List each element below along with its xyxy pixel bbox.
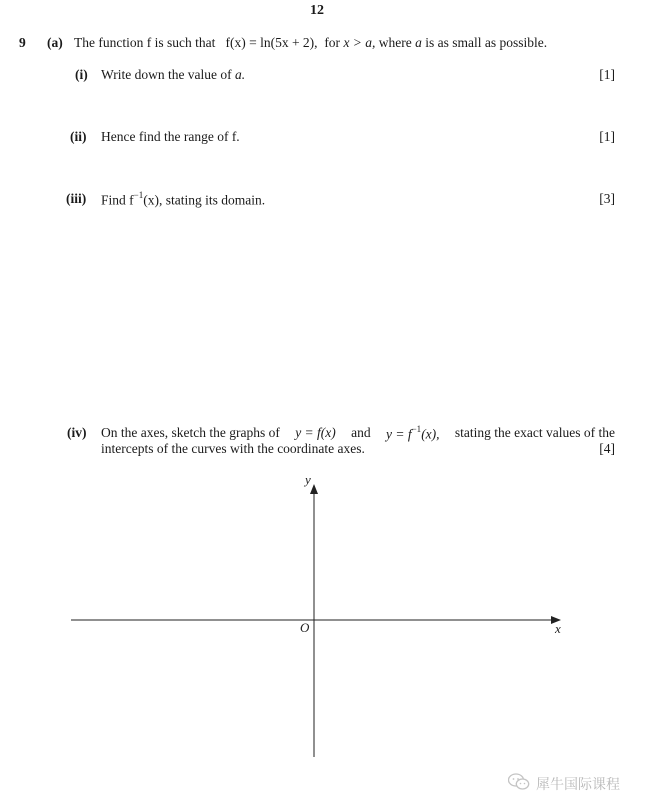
- intro-text-2: where: [378, 35, 412, 50]
- marks-iii: [3]: [599, 191, 615, 206]
- intro-text-1: The function f is such that: [74, 35, 216, 50]
- marks-i: [1]: [599, 67, 615, 82]
- marks-iv: [4]: [599, 441, 615, 456]
- watermark: [508, 773, 620, 795]
- marks-ii: [1]: [599, 129, 615, 144]
- subpart-label-i: (i): [75, 67, 88, 82]
- page-number: 12: [310, 3, 324, 18]
- iv-eq2-pre: y = f: [386, 426, 412, 442]
- inverse-superscript: −1: [133, 190, 144, 200]
- subpart-label-iii: (iii): [66, 191, 87, 206]
- y-axis-label: y: [305, 472, 311, 487]
- iv-line1-b: stating the exact values of the: [454, 425, 615, 440]
- wechat-icon: [508, 773, 530, 795]
- subpart-text-iv-line2: intercepts of the curves with the coordinate axes.: [101, 441, 365, 456]
- iv-line1-a: On the axes, sketch the graphs of: [101, 425, 280, 440]
- subpart-label-ii: (ii): [70, 129, 87, 144]
- part-label: (a): [47, 35, 63, 50]
- subpart-i-text: Write down the value of: [101, 67, 232, 82]
- watermark-text: 犀牛国际课程: [536, 777, 620, 793]
- iv-and: and: [351, 425, 371, 440]
- subpart-iii-post: (x), stating its domain.: [143, 192, 266, 208]
- intro-text-3: is as small as possible.: [425, 35, 548, 50]
- subpart-i-var: a.: [235, 67, 246, 82]
- question-number: 9: [19, 35, 26, 50]
- function-definition: f(x) = ln(5x + 2),: [225, 35, 318, 50]
- domain-condition: x > a,: [343, 35, 376, 50]
- x-axis-label: x: [555, 621, 561, 636]
- subpart-text-ii: Hence find the range of f.: [101, 129, 240, 144]
- iv-eq2-post: (x),: [421, 426, 440, 442]
- intro-var-a: a: [415, 35, 422, 50]
- intro-for: for: [324, 35, 341, 50]
- subpart-label-iv: (iv): [67, 425, 87, 440]
- subpart-iii-pre: Find f: [101, 192, 134, 208]
- origin-label: O: [300, 620, 310, 635]
- iv-eq1: y = f(x): [295, 425, 336, 440]
- iv-inverse-superscript: −1: [411, 424, 422, 434]
